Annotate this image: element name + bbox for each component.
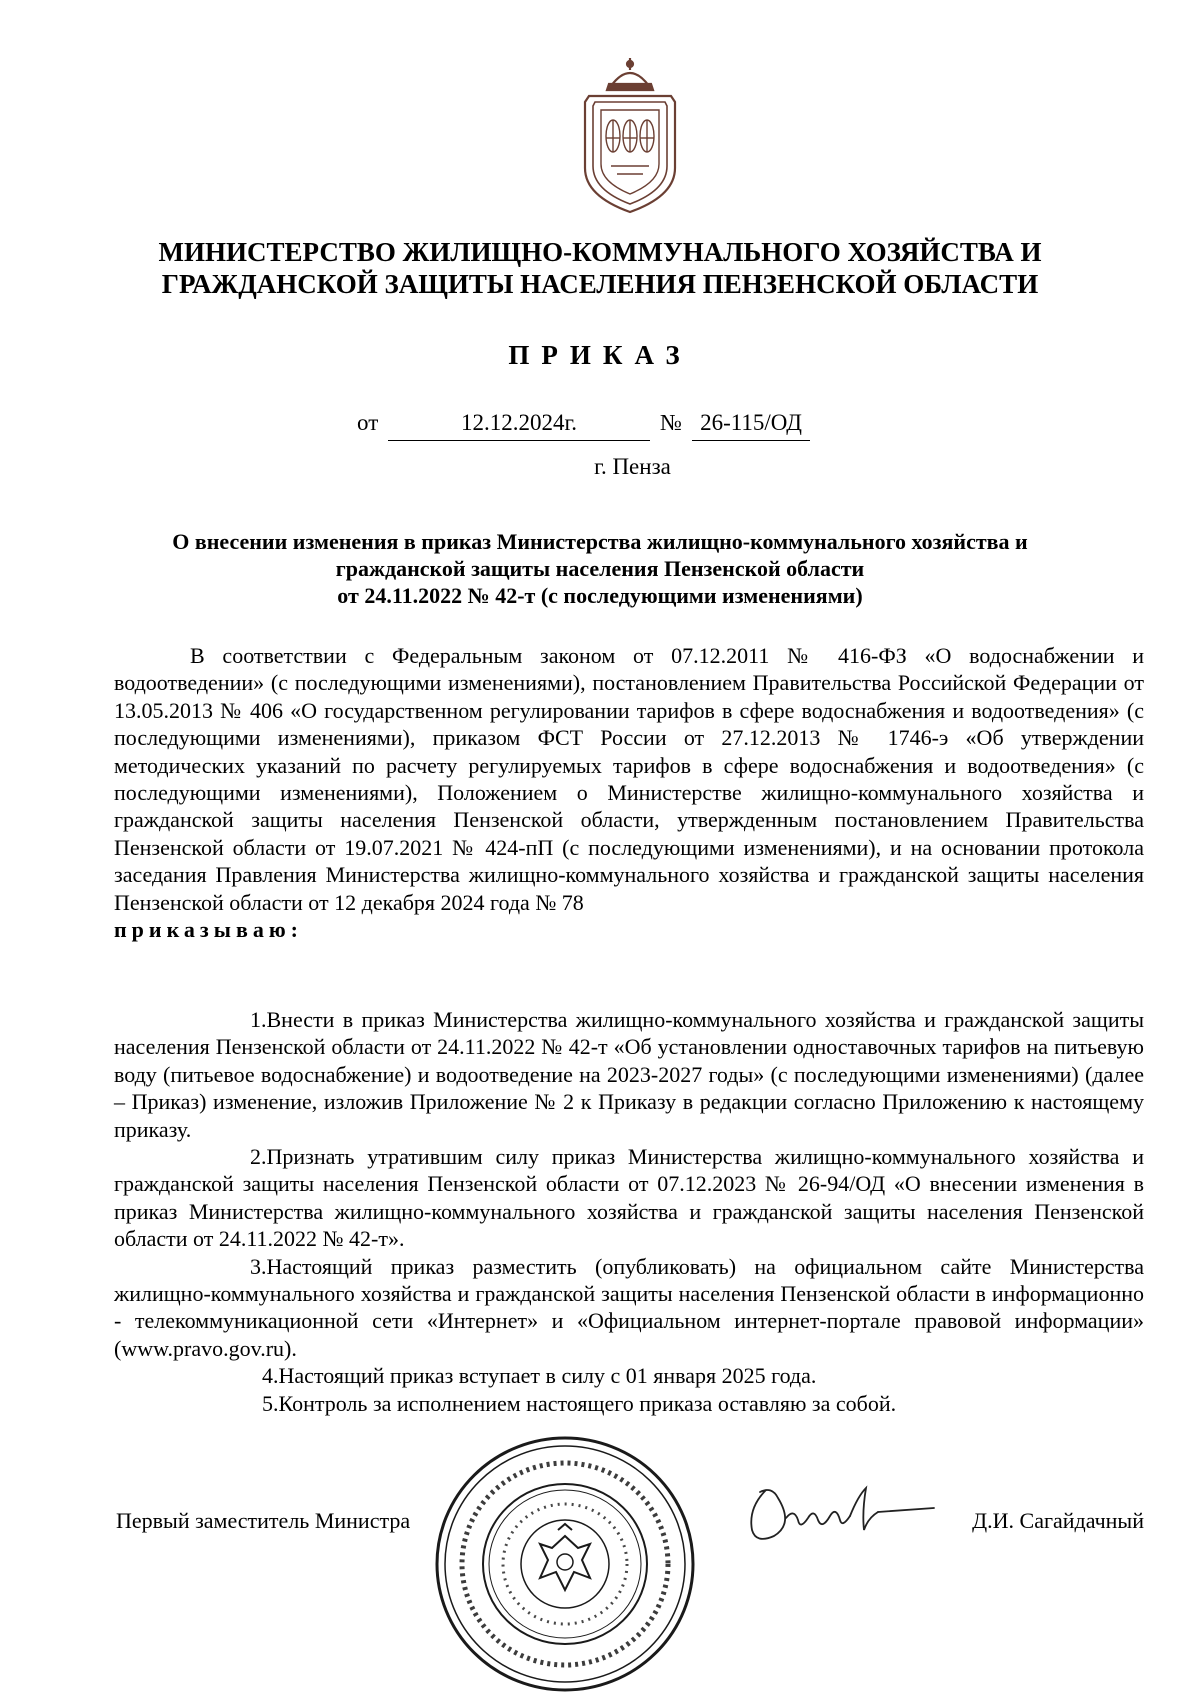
order-item-3 [114, 1253, 1144, 1363]
order-items [114, 1006, 1144, 1417]
ministry-name [100, 236, 1100, 300]
subject-line3: от 24.11.2022 № 42-т (с последующими изменениями) [337, 583, 863, 608]
signatory-name: Д.И. Сагайдачный [972, 1508, 1144, 1533]
item-number: 2. [250, 1144, 267, 1170]
document-subject [120, 528, 1080, 609]
document-number: 26-115/ОД [692, 410, 810, 441]
ministry-name-line2: ГРАЖДАНСКОЙ ЗАЩИТЫ НАСЕЛЕНИЯ ПЕНЗЕНСКОЙ ОБЛАСТИ [161, 269, 1039, 299]
official-seal-stamp [430, 1432, 700, 1697]
item-number: 4. [262, 1363, 279, 1389]
number-prefix: № [660, 410, 682, 435]
order-word: приказываю: [114, 917, 303, 943]
subject-line2: гражданской защиты населения Пензенской области [335, 556, 865, 581]
order-item-5 [114, 1390, 1144, 1417]
order-item-1 [114, 1006, 1144, 1143]
preamble-block [114, 642, 1144, 943]
item-text: Настоящий приказ разместить (опубликовать) на официальном сайте Министерства жилищно-коммунального хозяйства и гражданской защиты населения Пензенской области в информационно - телекоммуникационной сети «Интернет» и «Официальном интернет-портале правовой информации» (www.pravo.gov.ru). [114, 1253, 1144, 1361]
subject-line1: О внесении изменения в приказ Министерства жилищно-коммунального хозяйства и [172, 529, 1028, 554]
date-number-line [0, 410, 1200, 444]
date-prefix: от [357, 410, 379, 435]
order-item-2 [114, 1143, 1144, 1253]
item-number: 5. [262, 1390, 279, 1416]
item-number: 1. [250, 1007, 267, 1032]
item-number: 3. [250, 1253, 267, 1279]
ministry-name-line1: МИНИСТЕРСТВО ЖИЛИЩНО-КОММУНАЛЬНОГО ХОЗЯЙСТВА И [158, 237, 1042, 267]
coat-of-arms-emblem [571, 56, 689, 216]
handwritten-signature [738, 1478, 938, 1548]
signatory-title: Первый заместитель Министра [116, 1508, 411, 1533]
city-name: г. Пенза [594, 454, 671, 479]
item-text: Настоящий приказ вступает в силу с 01 января 2025 года. [278, 1363, 817, 1389]
preamble-paragraph: В соответствии с Федеральным законом от 07.12.2011 № 416-ФЗ «О водоснабжении и водоотведении» (с последующими изменениями), постановлением Правительства Российской Федерации от 13.05.2013 № 406 «О государственном регулировании тарифов в сфере водоснабжения и водоотведения» (с последующими изменениями), приказом ФСТ России от 27.12.2013 № 1746-э «Об утверждении методических указаний по расчету регулируемых тарифов в сфере водоснабжения и водоотведения» (с последующими изменениями), Положением о Министерстве жилищно-коммунального хозяйства и гражданской защиты населения Пензенской области, утвержденным постановлением Правительства Пензенской области от 19.07.2021 № 424-пП (с последующими изменениями), и на основании протокола заседания Правления Министерства жилищно-коммунального хозяйства и гражданской защиты населения Пензенской области от 12 декабря 2024 года № 78 [114, 643, 1144, 915]
item-text: Контроль за исполнением настоящего приказа оставляю за собой. [278, 1390, 897, 1416]
document-type-title: ПРИКАЗ [508, 340, 692, 370]
document-date: 12.12.2024г. [388, 410, 650, 441]
item-text: Признать утратившим силу приказ Министерства жилищно-коммунального хозяйства и гражданской защиты населения Пензенской области от 07.12.2023 № 26-94/ОД «О внесении изменения в приказ Министерства жилищно-коммунального хозяйства и гражданской защиты населения Пензенской области от 24.11.2022 № 42-т». [114, 1144, 1144, 1252]
order-item-4 [114, 1362, 1144, 1389]
item-text: Внести в приказ Министерства жилищно-коммунального хозяйства и гражданской защиты населения Пензенской области от 24.11.2022 № 42-т «Об установлении одноставочных тарифов на питьевую воду (питьевое водоснабжение) и водоотведение на 2023-2027 годы» (с последующими изменениями) (далее – Приказ) изменение, изложив Приложение № 2 к Приказу в редакции согласно Приложению к настоящему приказу. [114, 1007, 1144, 1142]
